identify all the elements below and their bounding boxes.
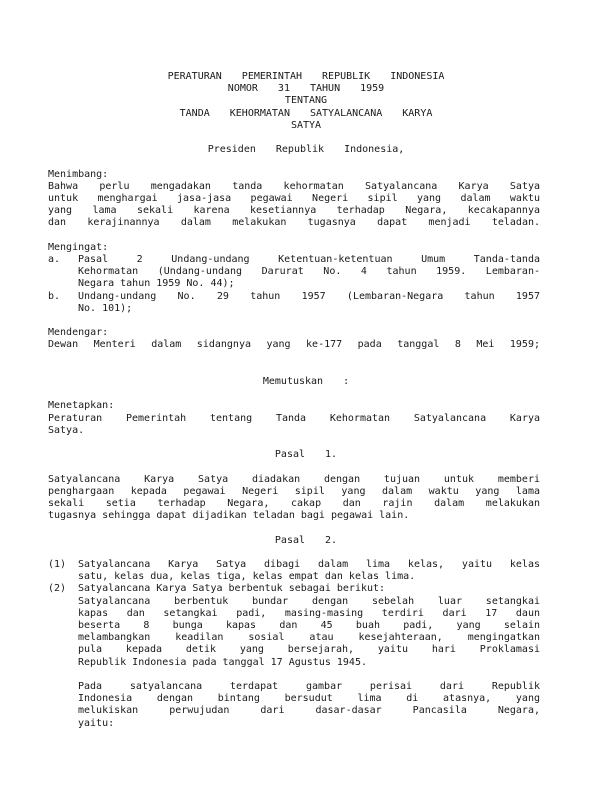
- doc-title-3: TANDA KEHORMATAN SATYALANCANA KARYA: [179, 107, 433, 119]
- text-line: Pasal 2 Undang-undang Ketentuan-ketentuan Umum Tanda-tanda: [78, 254, 540, 265]
- text-line: Republik Indonesia pada tanggal 17 Agustus 1945.: [78, 656, 367, 668]
- text-line: beserta 8 bunga kapas dan 45 buah padi, yang selain: [78, 619, 540, 631]
- text-line: Indonesia dengan bintang bersudut lima di atasnya, yang: [78, 693, 540, 705]
- blank-space: [48, 522, 540, 534]
- text-line: Kehormatan (Undang-undang Darurat No. 4 tahun 1959. Lembaran-: [78, 266, 540, 278]
- mengingat-item-b: [48, 291, 540, 315]
- text-line: melambangkan keadilan sosial atau kesejahteraan, mengingatkan: [78, 632, 540, 644]
- section-mendengar: [48, 339, 540, 351]
- label-mendengar: Mendengar:: [48, 327, 109, 339]
- pasal-2-ayat-2-continuation: [78, 681, 540, 730]
- blank-space: [48, 132, 540, 144]
- pasal-2-ayat-1: [48, 559, 540, 583]
- text-line: yang lama sekali karena kesetiannya terhadap Negara, kecakapannya: [48, 205, 540, 217]
- text-line: Satyalancana berbentuk bundar dengan sebelah luar setangkai: [78, 595, 540, 607]
- blank-space: [48, 315, 540, 327]
- doc-title-4: SATYA: [290, 119, 322, 131]
- text-line: sekali setia terhadap Negara, cakap dan rajin dalam melakukan: [48, 497, 540, 509]
- memutuskan-heading-0: Memutuskan :: [262, 376, 350, 387]
- item-marker: (2): [48, 583, 67, 595]
- text-line: satu, kelas dua, kelas tiga, kelas empat dan kelas lima.: [78, 571, 416, 583]
- text-line: Peraturan Pemerintah tentang Tanda Kehormatan Satyalancana Karya: [48, 412, 540, 424]
- text-line: Satya.: [48, 424, 85, 436]
- text-line: No. 101);: [78, 302, 133, 314]
- text-line: Undang-undang No. 29 tahun 1957 (Lembaran-Negara tahun 1957: [78, 290, 540, 302]
- mengingat-item-a: [48, 254, 540, 291]
- doc-title-0: PERATURAN PEMERINTAH REPUBLIK INDONESIA: [167, 71, 445, 82]
- blank-space: [48, 230, 540, 242]
- label-mengingat: Mengingat:: [48, 241, 109, 253]
- blank-space: [48, 388, 540, 400]
- text-line: yaitu:: [78, 717, 115, 729]
- blank-space: [48, 547, 540, 559]
- section-menetapkan: [48, 413, 540, 437]
- text-line: pula kepada detik yang bersejarah, yaitu hari Proklamasi: [78, 644, 540, 656]
- text-line: penghargaan kepada pegawai Negeri sipil yang dalam waktu yang lama: [48, 485, 540, 497]
- text-line: Satyalancana Karya Satya dibagi dalam lima kelas, yaitu kelas: [78, 558, 540, 570]
- text-line: dan kerajinannya dalam melakukan tugasnya dapat menjadi teladan.: [48, 217, 540, 229]
- item-marker: a.: [48, 254, 61, 265]
- text-line: kapas dan setangkai padi, masing-masing terdiri dari 17 daun: [78, 607, 540, 619]
- issuer-line-0: Presiden Republik Indonesia,: [207, 144, 405, 156]
- label-menimbang: Menimbang:: [48, 168, 109, 180]
- item-marker: b.: [48, 290, 61, 302]
- text-line: Bahwa perlu mengadakan tanda kehormatan Satyalancana Karya Satya: [48, 180, 540, 192]
- label-menetapkan: Menetapkan:: [48, 400, 115, 412]
- blank-space: [48, 669, 540, 681]
- blank-space: [48, 461, 540, 473]
- text-line: Dewan Menteri dalam sidangnya yang ke-177 pada tanggal 8 Mei 1959;: [48, 339, 540, 351]
- blank-space: [48, 156, 540, 168]
- document-body: [48, 71, 540, 730]
- pasal-2-ayat-2: [48, 583, 540, 668]
- blank-space: [48, 437, 540, 449]
- text-line: Satyalancana Karya Satya berbentuk sebagai berikut:: [78, 583, 386, 595]
- text-line: tugasnya sehingga dapat dijadikan teladan bagi pegawai lain.: [48, 510, 410, 522]
- blank-space: [48, 352, 540, 376]
- section-menimbang: [48, 181, 540, 230]
- pasal-2-heading-0: Pasal 2.: [274, 534, 338, 546]
- item-marker: (1): [48, 558, 67, 570]
- pasal-1-heading-0: Pasal 1.: [274, 449, 338, 461]
- pasal-1-body: [48, 474, 540, 523]
- text-line: Negara tahun 1959 No. 44);: [78, 278, 235, 290]
- doc-title-2: TENTANG: [284, 95, 328, 107]
- text-line: untuk menghargai jasa-jasa pegawai Negeri sipil yang dalam waktu: [48, 193, 540, 204]
- doc-title-1: NOMOR 31 TAHUN 1959: [227, 83, 385, 95]
- text-line: Satyalancana Karya Satya diadakan dengan tujuan untuk memberi: [48, 473, 540, 485]
- text-line: Pada satyalancana terdapat gambar perisai dari Republik: [78, 680, 540, 692]
- text-line: melukiskan perwujudan dari dasar-dasar Pancasila Negara,: [78, 705, 540, 717]
